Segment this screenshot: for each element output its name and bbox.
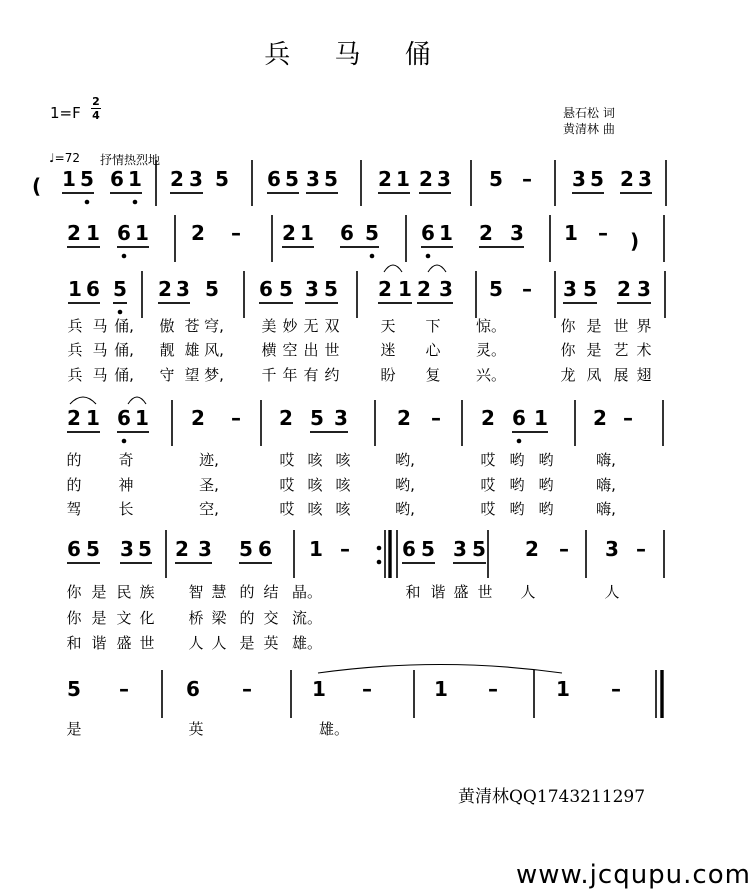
lyric-char: 哎 bbox=[480, 451, 496, 469]
lyric-char: 傲 bbox=[159, 317, 175, 335]
note: 5 bbox=[489, 167, 503, 191]
lyric-char: 雄 bbox=[184, 341, 200, 359]
note: – bbox=[362, 677, 372, 701]
note: 2 bbox=[191, 221, 205, 245]
lyric-char: 哟 bbox=[509, 500, 525, 518]
lyric-char: 咳 bbox=[307, 476, 323, 494]
time-sig-bottom: 4 bbox=[92, 109, 100, 122]
octave-dot-low bbox=[370, 254, 375, 259]
lyric-char: 俑, bbox=[114, 317, 134, 335]
note: 1 bbox=[309, 537, 323, 561]
slur bbox=[428, 265, 446, 272]
lyric-char: 苍 bbox=[184, 317, 200, 335]
lyric-char: 文 bbox=[116, 609, 132, 627]
octave-dot-low bbox=[426, 254, 431, 259]
lyric-char: 俑, bbox=[114, 366, 134, 384]
lyric-char: 你 bbox=[66, 609, 82, 627]
lyric-char: 流。 bbox=[291, 609, 323, 627]
note: 1 bbox=[62, 167, 76, 191]
lyric-char: 天 bbox=[380, 317, 396, 335]
lyric-char: 人 bbox=[520, 583, 536, 601]
lyric-char: 俑, bbox=[114, 341, 134, 359]
note: 2 bbox=[67, 406, 81, 430]
lyric-char: 哎 bbox=[279, 451, 295, 469]
note: 3 bbox=[637, 277, 651, 301]
lyric-char: 是 bbox=[586, 317, 602, 335]
octave-dot-low bbox=[85, 200, 90, 205]
note: 5 bbox=[215, 167, 229, 191]
note: 1 bbox=[312, 677, 326, 701]
lyric-char: 盛 bbox=[116, 634, 132, 652]
note: 6 bbox=[258, 537, 272, 561]
lyric-char: 族 bbox=[139, 583, 155, 601]
note: 3 bbox=[510, 221, 524, 245]
lyric-char: 圣, bbox=[199, 476, 219, 494]
lyric-char: 嗨, bbox=[596, 451, 616, 469]
note: 1 bbox=[68, 277, 82, 301]
lyric-char: 英 bbox=[263, 634, 279, 652]
lyric-char: 嗨, bbox=[596, 500, 616, 518]
lyric-char: 是 bbox=[66, 720, 82, 738]
note: 2 bbox=[481, 406, 495, 430]
note: – bbox=[231, 406, 241, 430]
lyric-char: 神 bbox=[118, 476, 134, 494]
note: – bbox=[522, 167, 532, 191]
key-signature: 1=F bbox=[50, 104, 81, 122]
note: 5 bbox=[239, 537, 253, 561]
lyric-char: 的 bbox=[66, 451, 82, 469]
note: 2 bbox=[282, 221, 296, 245]
lyric-char: 长 bbox=[118, 500, 134, 518]
note: 1 bbox=[135, 406, 149, 430]
lyric-char: 灵。 bbox=[475, 341, 507, 359]
note: 5 bbox=[421, 537, 435, 561]
lyric-char: 惊。 bbox=[475, 317, 507, 335]
note: 3 bbox=[437, 167, 451, 191]
lyric-char: 咳 bbox=[335, 451, 351, 469]
lyric-char: 翅 bbox=[636, 366, 652, 384]
note: 6 bbox=[421, 221, 435, 245]
lyric-char: 望 bbox=[184, 366, 200, 384]
lyric-char: 是 bbox=[586, 341, 602, 359]
lyric-char: 的 bbox=[239, 583, 255, 601]
lyric-char: 驾 bbox=[66, 500, 82, 518]
note: 1 bbox=[135, 221, 149, 245]
lyric-char: 结 bbox=[263, 583, 279, 601]
note: 2 bbox=[158, 277, 172, 301]
lyric-char: 世 bbox=[477, 583, 493, 601]
lyric-char: 哎 bbox=[279, 476, 295, 494]
lyric-char: 你 bbox=[66, 583, 82, 601]
lyric-char: 谐 bbox=[91, 634, 107, 652]
lyric-char: 世 bbox=[613, 317, 629, 335]
lyric-char: 守 bbox=[159, 366, 175, 384]
note: 2 bbox=[525, 537, 539, 561]
lyric-char: 咳 bbox=[335, 500, 351, 518]
lyric-char: 兴。 bbox=[475, 366, 507, 384]
note: 2 bbox=[397, 406, 411, 430]
lyric-char: 有 bbox=[303, 366, 319, 384]
note: 2 bbox=[593, 406, 607, 430]
lyric-char: 的 bbox=[239, 609, 255, 627]
lyric-char: 马 bbox=[92, 366, 108, 384]
lyric-char: 术 bbox=[636, 341, 652, 359]
note: 5 bbox=[205, 277, 219, 301]
note: 3 bbox=[176, 277, 190, 301]
note: 3 bbox=[120, 537, 134, 561]
note: 6 bbox=[110, 167, 124, 191]
lyric-char: 艺 bbox=[613, 341, 629, 359]
lyric-char: 你 bbox=[560, 341, 576, 359]
lyric-char: 空 bbox=[282, 341, 298, 359]
lyric-char: 空, bbox=[199, 500, 219, 518]
lyric-char: 世 bbox=[139, 634, 155, 652]
lyric-char: 凤 bbox=[586, 366, 602, 384]
note: 2 bbox=[378, 167, 392, 191]
lyric-char: 梁 bbox=[211, 609, 227, 627]
lyric-char: 雄。 bbox=[291, 634, 323, 652]
note: 2 bbox=[67, 221, 81, 245]
lyric-char: 雄。 bbox=[318, 720, 350, 738]
lyric-char: 哟 bbox=[509, 476, 525, 494]
note: 1 bbox=[396, 167, 410, 191]
note: 1 bbox=[534, 406, 548, 430]
note: 1 bbox=[300, 221, 314, 245]
repeat-dot bbox=[377, 560, 382, 565]
lyric-char: 交 bbox=[263, 609, 279, 627]
lyric-char: 靓 bbox=[159, 341, 175, 359]
paren-close: ) bbox=[630, 229, 640, 253]
lyric-char: 界 bbox=[636, 317, 652, 335]
paren-open: ( bbox=[32, 174, 42, 198]
octave-dot-low bbox=[122, 439, 127, 444]
lyric-char: 龙 bbox=[560, 366, 576, 384]
note: 3 bbox=[638, 167, 652, 191]
time-sig-top: 2 bbox=[92, 95, 100, 108]
note: 1 bbox=[86, 406, 100, 430]
lyric-char: 哟, bbox=[395, 500, 415, 518]
lyric-char: 马 bbox=[92, 317, 108, 335]
lyric-char: 咳 bbox=[307, 500, 323, 518]
lyric-char: 哎 bbox=[279, 500, 295, 518]
lyric-char: 嗨, bbox=[596, 476, 616, 494]
note: 2 bbox=[191, 406, 205, 430]
note: 3 bbox=[605, 537, 619, 561]
note: – bbox=[598, 221, 608, 245]
lyric-char: 晶。 bbox=[291, 583, 323, 601]
lyric-char: 盼 bbox=[380, 366, 396, 384]
note: 2 bbox=[419, 167, 433, 191]
note: 5 bbox=[324, 167, 338, 191]
note: 5 bbox=[324, 277, 338, 301]
note: – bbox=[119, 677, 129, 701]
lyric-char: 梦, bbox=[204, 366, 224, 384]
lyric-char: 世 bbox=[324, 341, 340, 359]
lyric-char: 哟, bbox=[395, 476, 415, 494]
lyric-char: 哟 bbox=[538, 500, 554, 518]
note: 1 bbox=[556, 677, 570, 701]
lyric-char: 兵 bbox=[67, 341, 83, 359]
note: 1 bbox=[128, 167, 142, 191]
lyric-char: 咳 bbox=[307, 451, 323, 469]
note: 6 bbox=[117, 221, 131, 245]
lyric-char: 复 bbox=[425, 366, 441, 384]
tempo-marking: ♩=72 bbox=[49, 151, 80, 165]
lyric-char: 哎 bbox=[480, 476, 496, 494]
lyric-char: 哟 bbox=[538, 451, 554, 469]
note: 5 bbox=[365, 221, 379, 245]
note: 3 bbox=[189, 167, 203, 191]
lyric-char: 哟 bbox=[509, 451, 525, 469]
note: 6 bbox=[267, 167, 281, 191]
lyric-char: 兵 bbox=[67, 366, 83, 384]
lyric-char: 下 bbox=[425, 317, 441, 335]
note: 2 bbox=[175, 537, 189, 561]
note: 5 bbox=[472, 537, 486, 561]
note: – bbox=[636, 537, 646, 561]
note: 3 bbox=[334, 406, 348, 430]
note: 5 bbox=[67, 677, 81, 701]
lyric-char: 出 bbox=[303, 341, 319, 359]
lyric-char: 咳 bbox=[335, 476, 351, 494]
note: 2 bbox=[279, 406, 293, 430]
lyric-char: 兵 bbox=[67, 317, 83, 335]
lyric-char: 无 bbox=[303, 317, 319, 335]
note: 6 bbox=[259, 277, 273, 301]
note: 5 bbox=[80, 167, 94, 191]
note: – bbox=[623, 406, 633, 430]
note: 6 bbox=[512, 406, 526, 430]
lyric-char: 哟 bbox=[538, 476, 554, 494]
note: – bbox=[231, 221, 241, 245]
note: 5 bbox=[310, 406, 324, 430]
expression-marking: 抒情热烈地 bbox=[100, 153, 161, 167]
note: 1 bbox=[86, 221, 100, 245]
lyric-char: 马 bbox=[92, 341, 108, 359]
note: 6 bbox=[117, 406, 131, 430]
lyric-char: 风, bbox=[204, 341, 224, 359]
lyric-char: 你 bbox=[560, 317, 576, 335]
octave-dot-low bbox=[122, 254, 127, 259]
note: 3 bbox=[305, 277, 319, 301]
note: 5 bbox=[583, 277, 597, 301]
lyric-char: 和 bbox=[405, 583, 421, 601]
note: 3 bbox=[572, 167, 586, 191]
note: – bbox=[522, 277, 532, 301]
note: 6 bbox=[86, 277, 100, 301]
lyric-char: 横 bbox=[261, 341, 277, 359]
lyric-char: 智 bbox=[188, 583, 204, 601]
note: 1 bbox=[564, 221, 578, 245]
note: 1 bbox=[434, 677, 448, 701]
octave-dot-low bbox=[133, 200, 138, 205]
note: 5 bbox=[285, 167, 299, 191]
lyric-char: 心 bbox=[425, 341, 441, 359]
note: 1 bbox=[398, 277, 412, 301]
lyric-char: 的 bbox=[66, 476, 82, 494]
note: – bbox=[242, 677, 252, 701]
note: 5 bbox=[86, 537, 100, 561]
note: 6 bbox=[402, 537, 416, 561]
lyric-char: 迹, bbox=[199, 451, 219, 469]
lyric-char: 穹, bbox=[204, 317, 224, 335]
lyric-char: 展 bbox=[613, 366, 629, 384]
note: 2 bbox=[479, 221, 493, 245]
note: 3 bbox=[563, 277, 577, 301]
lyric-char: 妙 bbox=[282, 317, 298, 335]
lyric-char: 和 bbox=[66, 634, 82, 652]
lyric-char: 化 bbox=[139, 609, 155, 627]
lyric-char: 千 bbox=[261, 366, 277, 384]
note: 2 bbox=[620, 167, 634, 191]
lyric-char: 人 bbox=[211, 634, 227, 652]
note: 3 bbox=[439, 277, 453, 301]
note: 3 bbox=[306, 167, 320, 191]
lyric-char: 双 bbox=[324, 317, 340, 335]
note: – bbox=[611, 677, 621, 701]
lyric-char: 英 bbox=[188, 720, 204, 738]
lyric-char: 约 bbox=[324, 366, 340, 384]
note: 3 bbox=[453, 537, 467, 561]
note: 5 bbox=[279, 277, 293, 301]
note: 2 bbox=[170, 167, 184, 191]
octave-dot-low bbox=[517, 439, 522, 444]
tie-long bbox=[318, 665, 562, 674]
note: 5 bbox=[113, 277, 127, 301]
note: 1 bbox=[439, 221, 453, 245]
note: 5 bbox=[489, 277, 503, 301]
song-title: 兵 马 俑 bbox=[264, 40, 449, 70]
lyric-char: 哟, bbox=[395, 451, 415, 469]
note: 6 bbox=[340, 221, 354, 245]
note: 2 bbox=[617, 277, 631, 301]
arranger-signature: 黄清林QQ1743211297 bbox=[458, 787, 646, 807]
note: 6 bbox=[186, 677, 200, 701]
octave-dot-low bbox=[118, 310, 123, 315]
note: 2 bbox=[378, 277, 392, 301]
note: – bbox=[431, 406, 441, 430]
lyric-char: 盛 bbox=[453, 583, 469, 601]
lyric-char: 人 bbox=[188, 634, 204, 652]
note: 3 bbox=[198, 537, 212, 561]
lyric-char: 年 bbox=[282, 366, 298, 384]
lyric-char: 是 bbox=[91, 583, 107, 601]
note: – bbox=[559, 537, 569, 561]
lyric-char: 是 bbox=[239, 634, 255, 652]
note: 6 bbox=[67, 537, 81, 561]
lyric-char: 桥 bbox=[188, 609, 204, 627]
lyricist-credit: 悬石松 词 bbox=[563, 106, 615, 120]
note: 2 bbox=[417, 277, 431, 301]
lyric-char: 慧 bbox=[211, 583, 227, 601]
lyric-char: 美 bbox=[261, 317, 277, 335]
lyric-char: 是 bbox=[91, 609, 107, 627]
lyric-char: 哎 bbox=[480, 500, 496, 518]
slur bbox=[384, 265, 402, 272]
lyric-char: 迷 bbox=[380, 341, 396, 359]
note: – bbox=[340, 537, 350, 561]
repeat-dot bbox=[377, 546, 382, 551]
lyric-char: 奇 bbox=[118, 451, 134, 469]
note: 5 bbox=[138, 537, 152, 561]
note: 5 bbox=[590, 167, 604, 191]
slur bbox=[128, 397, 146, 404]
slur bbox=[70, 397, 96, 404]
lyric-char: 谐 bbox=[430, 583, 446, 601]
note: – bbox=[488, 677, 498, 701]
lyric-char: 人 bbox=[604, 583, 620, 601]
watermark: www.jcqupu.com bbox=[516, 860, 751, 890]
composer-credit: 黄清林 曲 bbox=[563, 122, 615, 136]
lyric-char: 民 bbox=[116, 583, 132, 601]
